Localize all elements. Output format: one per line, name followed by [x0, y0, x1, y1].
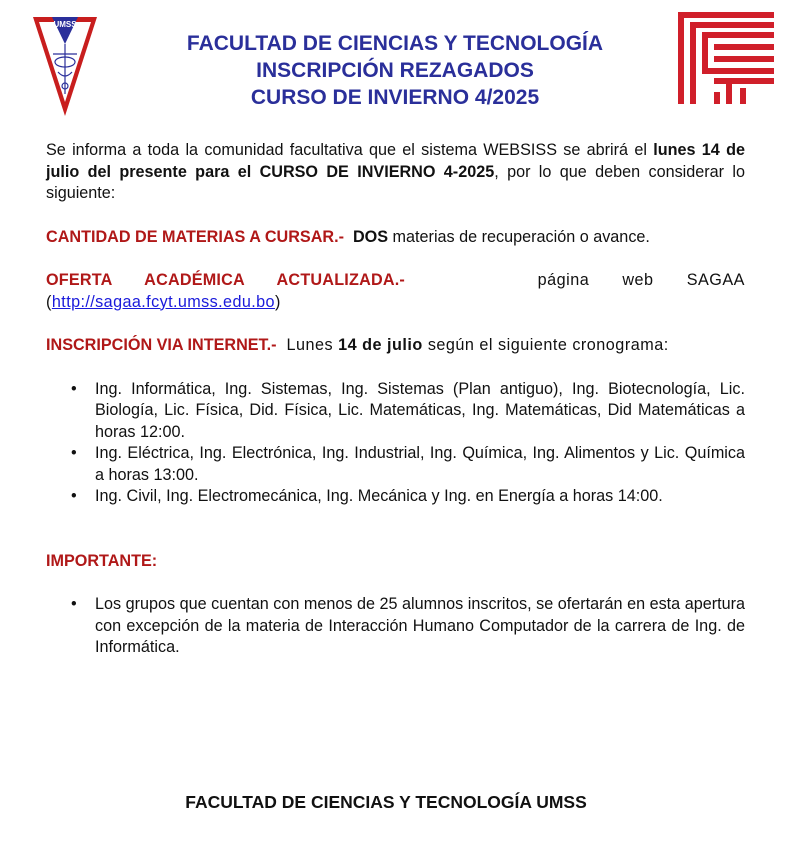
cantidad-label: CANTIDAD DE MATERIAS A CURSAR.-: [46, 227, 344, 246]
document-header: [110, 30, 680, 111]
bullet-icon: •: [71, 379, 77, 398]
oferta-paragraph: [46, 270, 745, 313]
bullet-icon: •: [71, 444, 77, 462]
list-item: [46, 594, 745, 659]
bullet-icon: •: [71, 487, 77, 505]
schedule-item-text: Ing. Eléctrica, Ing. Electrónica, Ing. Industrial, Ing. Química, Ing. Alimentos y Lic. Química a horas 13:00.: [95, 444, 745, 484]
importante-note: Los grupos que cuentan con menos de 25 alumnos inscritos, se ofertarán en esta apertura con excepción de la materia de Interacción Humano Computador de la carrera de Ing. de Informática.: [95, 595, 745, 656]
cantidad-count: DOS: [352, 227, 389, 246]
intro-text-end: , por lo que deben considerar lo siguiente:: [46, 162, 745, 202]
announcement-body: [46, 140, 745, 659]
list-item: [46, 443, 745, 486]
oferta-label: OFERTA ACADÉMICA ACTUALIZADA.-: [46, 271, 406, 289]
sagaa-link[interactable]: http://sagaa.fcyt.umss.edu.bo: [51, 292, 275, 311]
inscripcion-label: INSCRIPCIÓN VIA INTERNET.-: [46, 336, 277, 354]
importante-label: IMPORTANTE:: [46, 551, 158, 570]
footer-signature: FACULTAD DE CIENCIAS Y TECNOLOGÍA UMSS: [185, 792, 587, 812]
header-title: INSCRIPCIÓN REZAGADOS: [256, 59, 534, 82]
header-course: CURSO DE INVIERNO 4/2025: [250, 86, 540, 109]
header-faculty: FACULTAD DE CIENCIAS Y TECNOLOGÍA: [186, 32, 604, 55]
inscripcion-text-end: según el siguiente cronograma:: [422, 336, 669, 354]
oferta-close: ): [274, 292, 281, 311]
schedule-item-text: Ing. Civil, Ing. Electromecánica, Ing. Mecánica y Ing. en Energía a horas 14:00.: [95, 487, 663, 505]
list-item: [46, 379, 745, 444]
importante-list: [46, 594, 745, 659]
bullet-icon: •: [71, 595, 77, 613]
schedule-item-text: Ing. Informática, Ing. Sistemas, Ing. Sistemas (Plan antiguo), Ing. Biotecnología, Lic. Biología, Lic. Física, Did. Física, Lic. Matemáticas, Ing. Matemáticas, Did Matemáticas a horas 12:00.: [95, 379, 745, 441]
umss-shield-logo: [32, 14, 98, 118]
schedule-list: [46, 379, 745, 508]
intro-paragraph: [46, 140, 745, 205]
cantidad-text: materias de recuperación o avance.: [388, 227, 650, 246]
fcyt-logo: [678, 12, 774, 104]
intro-date: lunes 14 de julio del presente para el CURSO DE INVIERNO 4-2025: [46, 141, 745, 181]
inscripcion-date: 14 de julio: [338, 336, 423, 354]
list-item: [46, 486, 745, 508]
cantidad-paragraph: [46, 227, 745, 249]
umss-logo-text: UMSS: [53, 20, 77, 29]
intro-text: Se informa a toda la comunidad facultativa que el sistema WEBSISS se abrirá el: [46, 141, 654, 159]
inscripcion-paragraph: [46, 335, 745, 357]
inscripcion-text: Lunes: [286, 336, 339, 354]
importante-heading: [46, 551, 745, 573]
oferta-text: página web SAGAA (: [46, 271, 745, 311]
